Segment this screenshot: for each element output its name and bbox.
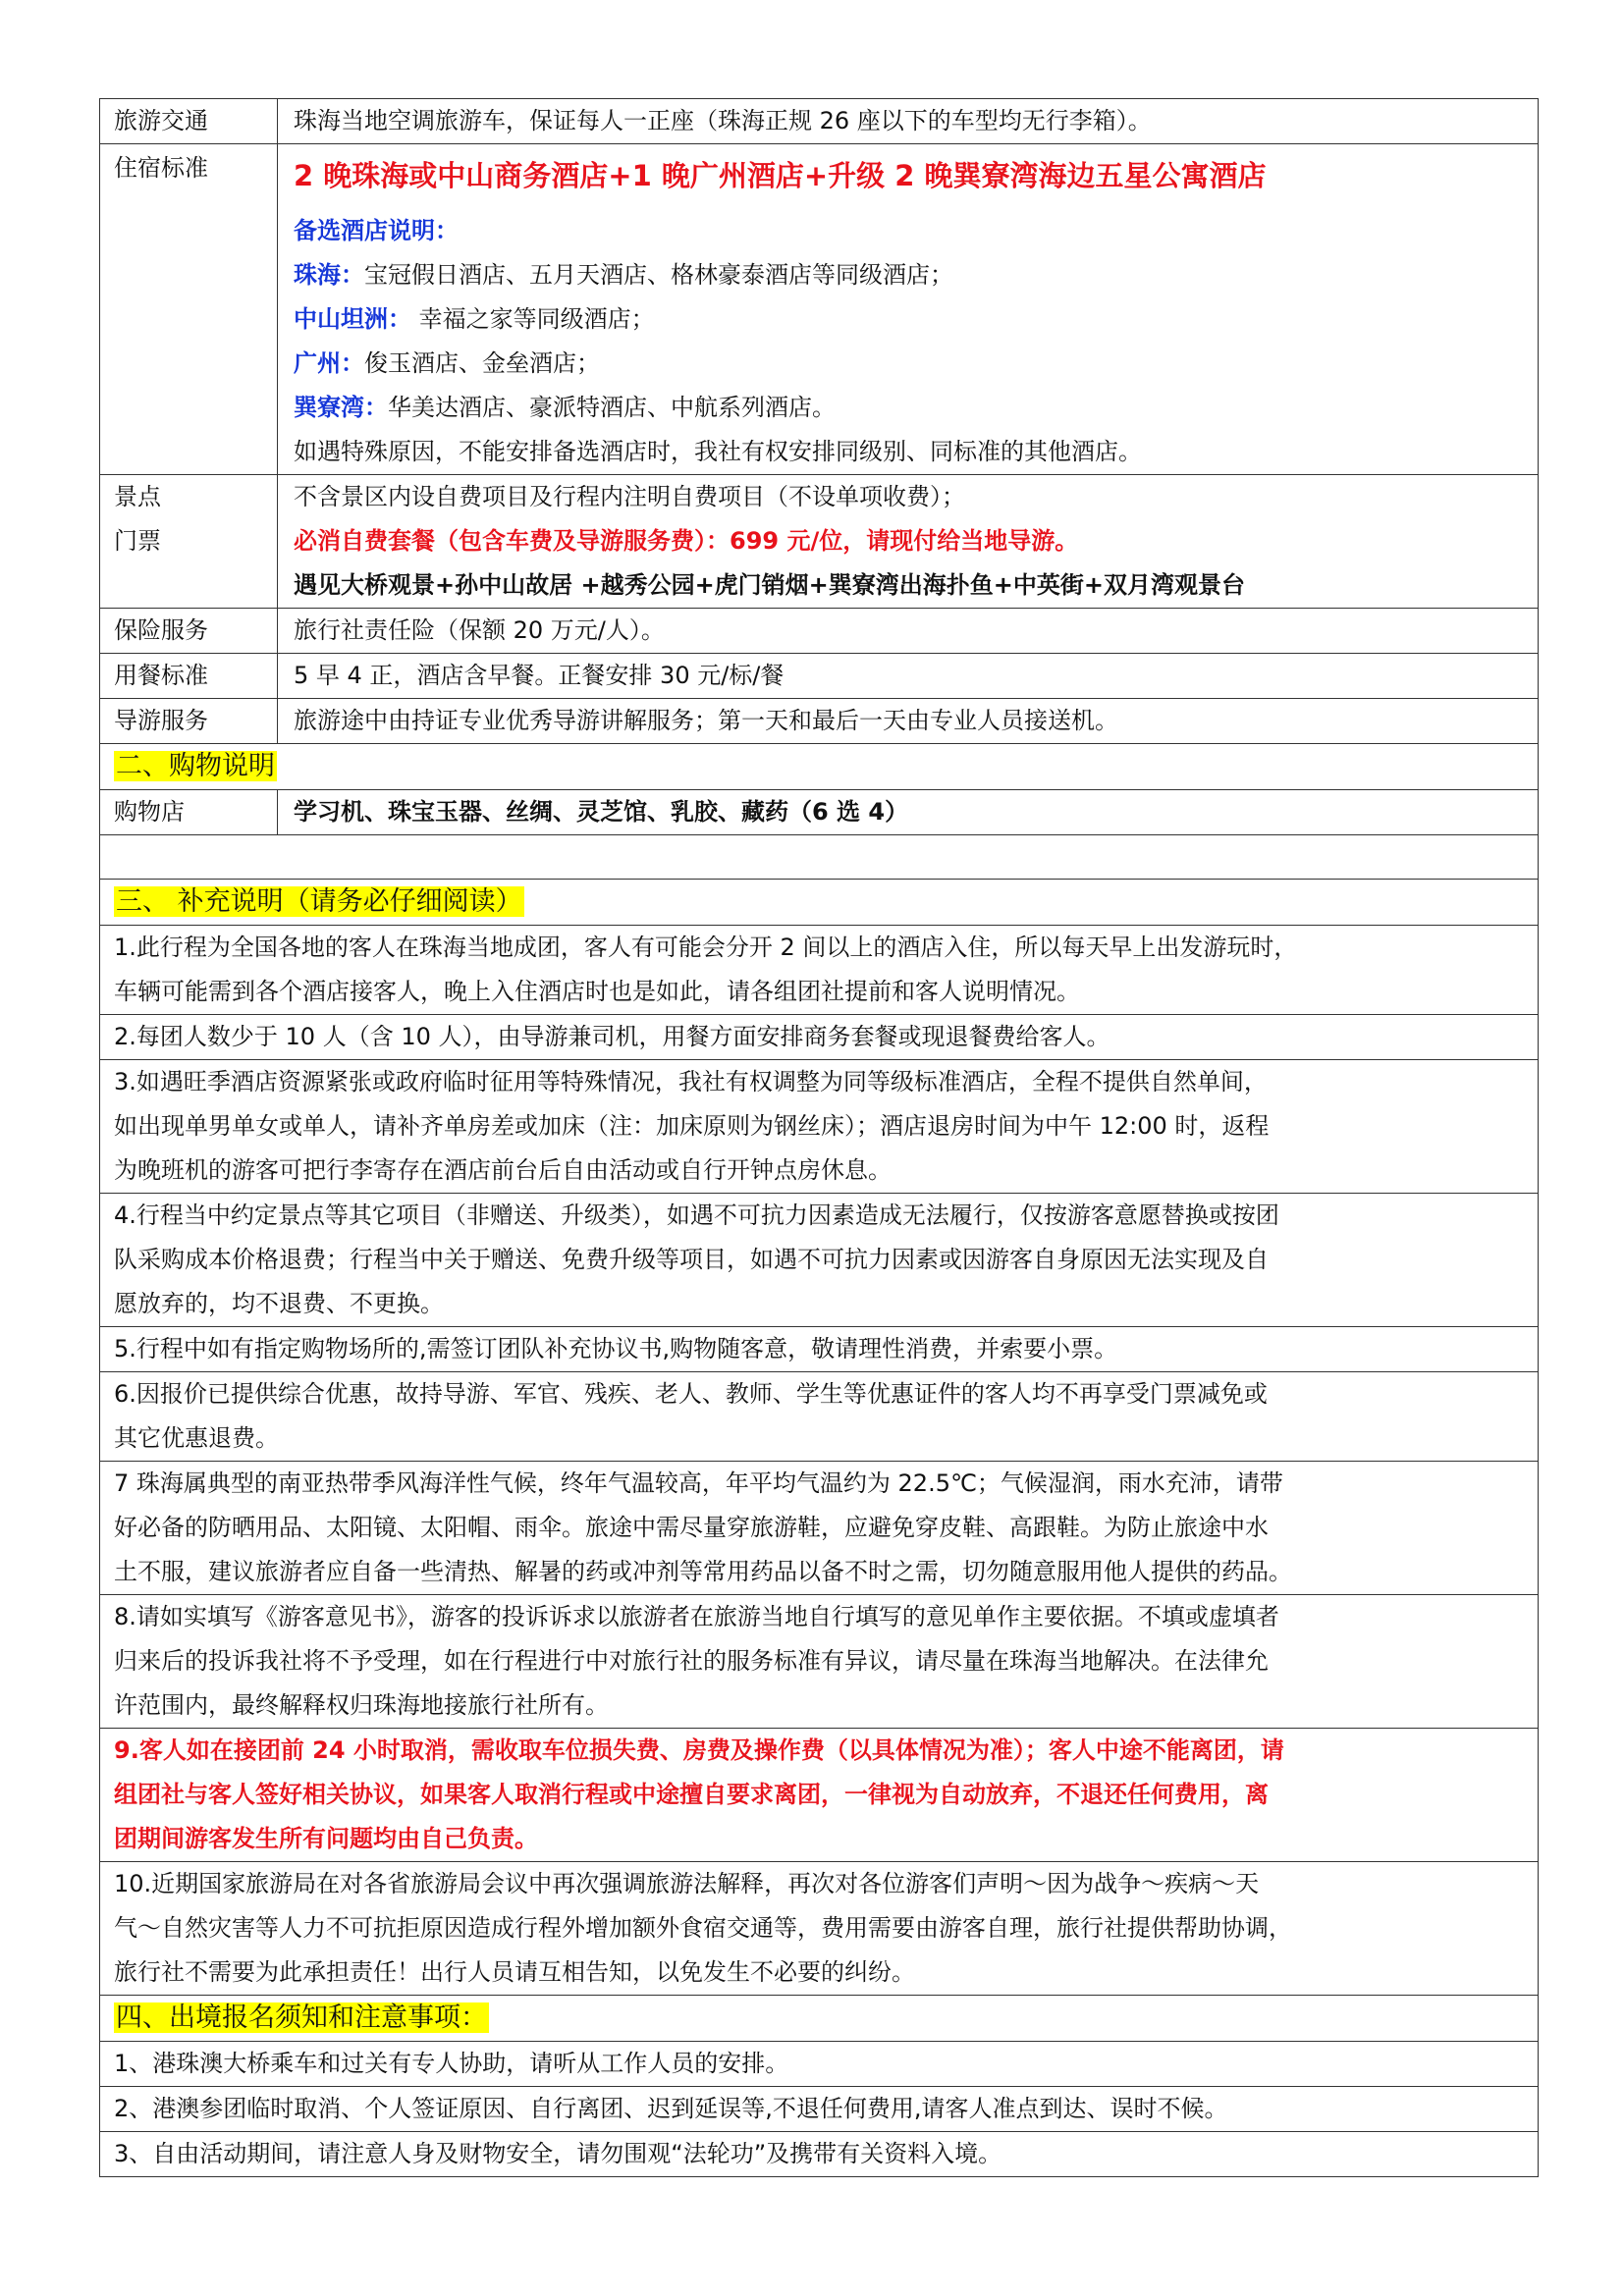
note-line: 8.请如实填写《游客意见书》，游客的投诉诉求以旅游者在旅游当地自行填写的意见单作主要依据。不填或虚填者	[114, 1603, 1279, 1630]
guide-text: 旅游途中由持证专业优秀导游讲解服务；第一天和最后一天由专业人员接送机。	[278, 699, 1539, 744]
hotel-headline: 2 晚珠海或中山商务酒店+1 晚广州酒店+升级 2 晚巽寮湾海边五星公寓酒店	[294, 159, 1267, 192]
note-cell	[100, 1462, 1539, 1595]
section-heading	[100, 744, 1539, 790]
note-line: 归来后的投诉我社将不予受理，如在行程进行中对旅行社的服务标准有异议，请尽量在珠海当地解决。在法律允	[114, 1647, 1269, 1675]
hotel-zhuhai-label: 珠海：	[294, 261, 364, 289]
note-7	[100, 1462, 1539, 1595]
row-meals	[100, 654, 1539, 699]
note-1	[100, 926, 1539, 1015]
hotel-guangzhou-label: 广州：	[294, 349, 364, 377]
note-cell: 5.行程中如有指定购物场所的,需签订团队补充协议书,购物随客意，敬请理性消费，并索要小票。	[100, 1327, 1539, 1372]
hotel-zhongshan-text: 幸福之家等同级酒店；	[411, 305, 655, 333]
note-9	[100, 1729, 1539, 1862]
note-line: 为晚班机的游客可把行李寄存在酒店前台后自由活动或自行开钟点房休息。	[114, 1156, 892, 1184]
meals-text: 5 早 4 正，酒店含早餐。正餐安排 30 元/标/餐	[278, 654, 1539, 699]
hotel-guangzhou	[294, 342, 1528, 386]
section-shopping-heading	[100, 744, 1539, 790]
tickets-content	[278, 475, 1539, 609]
note-6	[100, 1372, 1539, 1462]
section-title: 二、购物说明	[116, 751, 275, 781]
section-heading	[100, 1996, 1539, 2042]
note-line: 许范围内，最终解释权归珠海地接旅行社所有。	[114, 1691, 609, 1719]
section-notes-heading	[100, 880, 1539, 926]
row-transport	[100, 99, 1539, 144]
note-line: 如出现单男单女或单人，请补齐单房差或加床（注：加床原则为钢丝床）；酒店退房时间为中午 12:00 时，返程	[114, 1112, 1270, 1140]
note-line: 9.客人如在接团前 24 小时取消，需收取车位损失费、房费及操作费（以具体情况为准）；客人中途不能离团，请	[114, 1736, 1284, 1764]
hotel-content	[278, 144, 1539, 475]
hotel-xunliao-text: 华美达酒店、豪派特酒店、中航系列酒店。	[388, 394, 836, 421]
insurance-text: 旅行社责任险（保额 20 万元/人）。	[278, 609, 1539, 654]
note-line: 6.因报价已提供综合优惠，故持导游、军官、残疾、老人、教师、学生等优惠证件的客人均不再享受门票减免或	[114, 1380, 1268, 1408]
exit-1	[100, 2042, 1539, 2087]
itinerary-document	[99, 98, 1539, 2177]
note-cell: 2.每团人数少于 10 人（含 10 人），由导游兼司机，用餐方面安排商务套餐或现退餐费给客人。	[100, 1015, 1539, 1060]
shopping-text: 学习机、珠宝玉器、丝绸、灵芝馆、乳胶、藏药（6 选 4）	[278, 790, 1539, 835]
note-cell	[100, 1862, 1539, 1996]
row-label: 用餐标准	[100, 654, 278, 699]
note-line: 其它优惠退费。	[114, 1424, 279, 1452]
row-label: 保险服务	[100, 609, 278, 654]
note-8	[100, 1595, 1539, 1729]
hotel-xunliao	[294, 386, 1528, 430]
exit-2	[100, 2087, 1539, 2132]
note-5	[100, 1327, 1539, 1372]
note-line: 4.行程当中约定景点等其它项目（非赠送、升级类），如遇不可抗力因素造成无法履行，仅按游客意愿替换或按团	[114, 1201, 1279, 1229]
section-title: 三、 补充说明（请务必仔细阅读）	[116, 886, 522, 917]
note-line: 7 珠海属典型的南亚热带季风海洋性气候，终年气温较高，年平均气温约为 22.5℃；气候湿润，雨水充沛，请带	[114, 1469, 1283, 1497]
note-line: 愿放弃的，均不退费、不更换。	[114, 1290, 444, 1317]
tickets-label-2: 门票	[114, 527, 161, 555]
row-guide	[100, 699, 1539, 744]
tickets-line-3: 遇见大桥观景+孙中山故居 +越秀公园+虎门销烟+巽寮湾出海扑鱼+中英街+双月湾观景台	[294, 571, 1246, 599]
section-heading	[100, 880, 1539, 926]
note-cell	[100, 1194, 1539, 1327]
tickets-line-1: 不含景区内设自费项目及行程内注明自费项目（不设单项收费）；	[294, 483, 965, 510]
row-label: 购物店	[100, 790, 278, 835]
row-shopping	[100, 790, 1539, 835]
row-label: 旅游交通	[100, 99, 278, 144]
note-cell	[100, 1595, 1539, 1729]
note-cell	[100, 926, 1539, 1015]
note-line: 团期间游客发生所有问题均由自己负责。	[114, 1825, 538, 1852]
note-cell	[100, 1372, 1539, 1462]
note-cell	[100, 1729, 1539, 1862]
empty-cell	[100, 835, 1539, 880]
hotel-xunliao-label: 巽寮湾：	[294, 394, 388, 421]
note-line: 1.此行程为全国各地的客人在珠海当地成团，客人有可能会分开 2 间以上的酒店入住，所以每天早上出发游玩时，	[114, 934, 1298, 961]
row-label	[100, 475, 278, 609]
row-empty	[100, 835, 1539, 880]
tickets-line-2: 必消自费套餐（包含车费及导游服务费）：699 元/位，请现付给当地导游。	[294, 527, 1079, 555]
hotel-zhuhai-text: 宝冠假日酒店、五月天酒店、格林豪泰酒店等同级酒店；	[364, 261, 953, 289]
hotel-zhongshan	[294, 297, 1528, 342]
note-2	[100, 1015, 1539, 1060]
hotel-note: 如遇特殊原因，不能安排备选酒店时，我社有权安排同级别、同标准的其他酒店。	[294, 438, 1142, 465]
row-label: 导游服务	[100, 699, 278, 744]
exit-3	[100, 2132, 1539, 2177]
note-line: 10.近期国家旅游局在对各省旅游局会议中再次强调旅游法解释，再次对各位游客们声明～因为战争～疾病～天	[114, 1870, 1260, 1897]
section-title: 四、出境报名须知和注意事项：	[116, 2002, 487, 2033]
note-3	[100, 1060, 1539, 1194]
section-exit-heading	[100, 1996, 1539, 2042]
row-hotel	[100, 144, 1539, 475]
hotel-zhongshan-label: 中山坦洲：	[294, 305, 411, 333]
note-line: 好必备的防晒用品、太阳镜、太阳帽、雨伞。旅途中需尽量穿旅游鞋，应避免穿皮鞋、高跟鞋。为防止旅途中水	[114, 1514, 1269, 1541]
hotel-alt-title: 备选酒店说明：	[294, 217, 459, 244]
row-label: 住宿标准	[100, 144, 278, 475]
note-line: 气～自然灾害等人力不可抗拒原因造成行程外增加额外食宿交通等，费用需要由游客自理，旅行社提供帮助协调，	[114, 1914, 1292, 1942]
exit-cell: 2、港澳参团临时取消、个人签证原因、自行离团、迟到延误等,不退任何费用,请客人准点到达、误时不候。	[100, 2087, 1539, 2132]
note-line: 3.如遇旺季酒店资源紧张或政府临时征用等特殊情况，我社有权调整为同等级标准酒店，全程不提供自然单间，	[114, 1068, 1268, 1095]
exit-cell: 3、自由活动期间，请注意人身及财物安全，请勿围观“法轮功”及携带有关资料入境。	[100, 2132, 1539, 2177]
exit-cell: 1、港珠澳大桥乘车和过关有专人协助，请听从工作人员的安排。	[100, 2042, 1539, 2087]
row-insurance	[100, 609, 1539, 654]
itinerary-table	[99, 98, 1539, 2177]
note-10	[100, 1862, 1539, 1996]
hotel-zhuhai	[294, 253, 1528, 297]
note-cell	[100, 1060, 1539, 1194]
note-4	[100, 1194, 1539, 1327]
note-line: 土不服，建议旅游者应自备一些清热、解暑的药或冲剂等常用药品以备不时之需，切勿随意服用他人提供的药品。	[114, 1558, 1292, 1585]
note-line: 队采购成本价格退费；行程当中关于赠送、免费升级等项目，如遇不可抗力因素或因游客自身原因无法实现及自	[114, 1246, 1269, 1273]
tickets-label-1: 景点	[114, 483, 161, 510]
hotel-guangzhou-text: 俊玉酒店、金垒酒店；	[364, 349, 600, 377]
transport-text: 珠海当地空调旅游车，保证每人一正座（珠海正规 26 座以下的车型均无行李箱）。	[278, 99, 1539, 144]
note-line: 组团社与客人签好相关协议，如果客人取消行程或中途擅自要求离团，一律视为自动放弃，不退还任何费用，离	[114, 1781, 1269, 1808]
row-tickets	[100, 475, 1539, 609]
note-line: 车辆可能需到各个酒店接客人，晚上入住酒店时也是如此，请各组团社提前和客人说明情况。	[114, 978, 1080, 1005]
note-line: 旅行社不需要为此承担责任！出行人员请互相告知，以免发生不必要的纠纷。	[114, 1958, 915, 1986]
